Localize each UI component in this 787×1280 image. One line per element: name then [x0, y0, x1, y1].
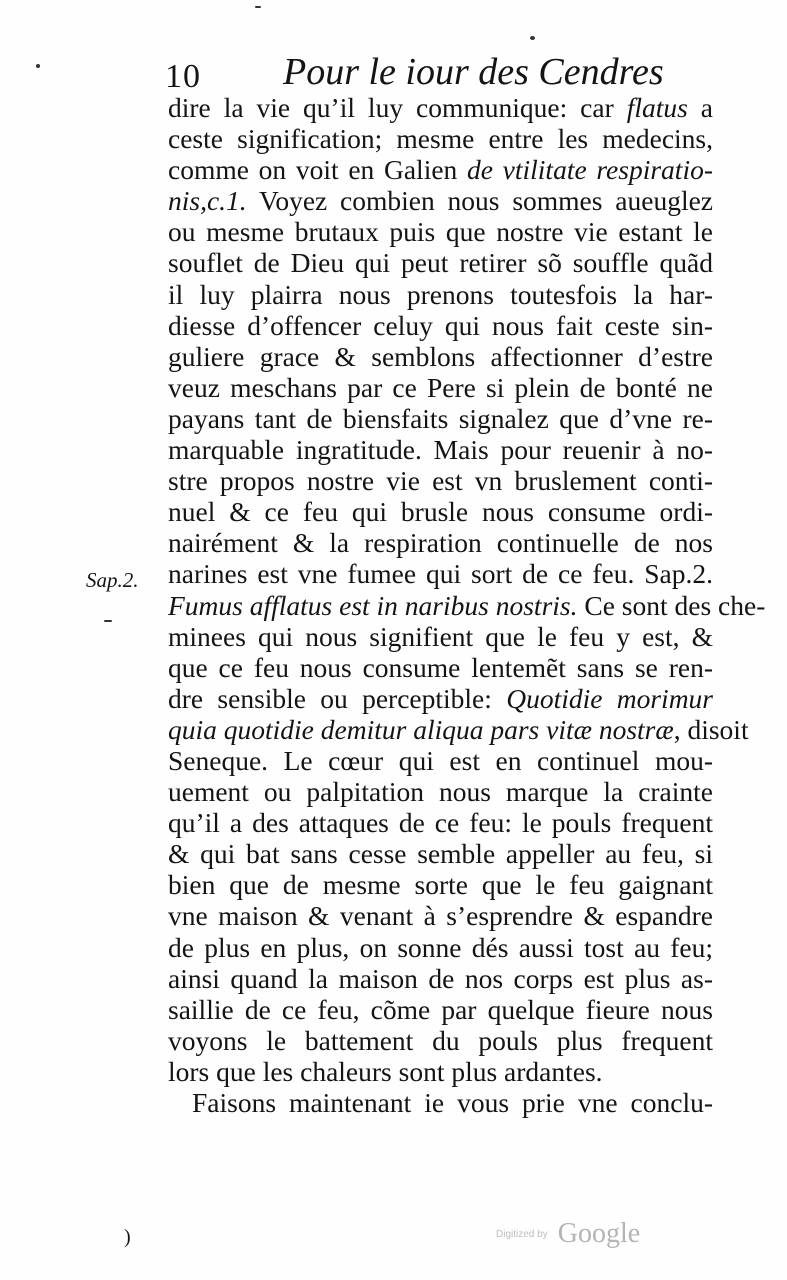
text-line [168, 279, 713, 310]
text-line [168, 1087, 713, 1118]
text-segment: dire la vie qu’il luy communique: car [168, 92, 627, 123]
latin-quote: de vtilitate respiratio- [467, 154, 713, 186]
body-text [168, 92, 766, 1118]
text-segment: , disoit [673, 713, 749, 745]
text-segment: uement ou palpitation nous marque la crainte [168, 776, 713, 808]
text-segment: dre sensible ou perceptible: [168, 682, 507, 714]
text-line [168, 869, 713, 900]
text-segment: guliere grace & semblons affectionner d’estre [168, 340, 713, 372]
text-line [168, 900, 713, 931]
text-line [168, 465, 713, 496]
ink-speck [36, 64, 40, 68]
text-segment: ainsi quand la maison de nos corps est plus as- [168, 962, 713, 994]
text-segment: stre propos nostre vie est vn bruslement conti- [168, 465, 713, 497]
text-line [168, 558, 713, 589]
latin-quote: Quotidie morimur [506, 682, 713, 714]
text-segment: marquable ingratitude. Mais pour reuenir à no- [168, 434, 713, 466]
text-segment: veuz meschans par ce Pere si plein de bonté ne [168, 371, 713, 403]
text-segment: narines est vne fumee qui sort de ce feu. Sap.2. [168, 558, 713, 590]
watermark-prefix: Digitized by [496, 1228, 548, 1240]
text-segment: & qui bat sans cesse semble appeller au feu, si [168, 838, 713, 870]
text-line [168, 838, 713, 869]
text-segment: Ce sont des che- [577, 589, 766, 621]
text-line [168, 92, 713, 123]
text-line [168, 527, 713, 558]
text-line [168, 1056, 713, 1087]
running-title: Pour le iour des Cendres [283, 51, 664, 93]
text-segment: diesse d’offencer celuy qui nous fait ceste sin- [168, 309, 713, 341]
text-line [168, 776, 713, 807]
text-line [168, 403, 713, 434]
text-line [168, 807, 713, 838]
text-segment: saillie de ce feu, cõme par quelque fieure nous [168, 993, 713, 1025]
ink-speck [104, 620, 112, 622]
text-line [168, 932, 713, 963]
text-line [168, 621, 713, 652]
text-segment: souflet de Dieu qui peut retirer sõ souffle quãd [168, 247, 713, 279]
text-line [168, 589, 766, 621]
text-line [168, 216, 713, 247]
text-line [168, 154, 713, 185]
text-line [168, 341, 713, 372]
text-line [168, 683, 713, 714]
margin-note: Sap.2. [86, 568, 139, 592]
text-line [168, 434, 713, 465]
text-line [168, 1025, 713, 1056]
text-line [168, 247, 713, 278]
text-segment: Voyez combien nous sommes aueuglez [246, 185, 713, 217]
text-segment: vne maison & venant à s’esprendre & espandre [168, 900, 713, 932]
text-segment: que ce feu nous consume lentemẽt sans se ren- [168, 651, 713, 683]
text-line [168, 713, 749, 745]
text-segment: Seneque. Le cœur qui est en continuel mou- [168, 744, 713, 776]
latin-quote: quia quotidie demitur aliqua pars vitæ nostræ [168, 713, 674, 745]
text-segment: de plus en plus, on sonne dés aussi tost au feu; [168, 931, 713, 963]
text-segment: lors que les chaleurs sont plus ardantes. [168, 1055, 603, 1087]
page-number: 10 [165, 58, 201, 95]
text-line [168, 994, 713, 1025]
text-segment: il luy plairra nous prenons toutesfois la har- [168, 278, 713, 310]
text-line [168, 123, 713, 154]
latin-quote: flatus [626, 92, 688, 123]
text-segment: qu’il a des attaques de ce feu: le pouls frequent [168, 807, 713, 839]
ink-speck [255, 6, 261, 8]
ink-speck [530, 36, 535, 40]
text-segment: minees qui nous signifient que le feu y est, & [168, 620, 713, 652]
text-line [168, 185, 713, 216]
text-segment: Faisons maintenant ie vous prie vne conclu- [192, 1087, 713, 1118]
text-line [168, 372, 713, 403]
latin-quote: nis,c.1. [168, 185, 247, 217]
bottom-mark: ) [124, 1226, 131, 1248]
text-segment: bien que de mesme sorte que le feu gaignant [168, 869, 713, 901]
text-line [168, 496, 713, 527]
text-segment: nairément & la respiration continuelle de nos [168, 527, 713, 559]
text-segment: comme on voit en Galien [168, 154, 467, 186]
text-segment: a [687, 92, 713, 123]
text-segment: ceste signification; mesme entre les medecins, [168, 123, 713, 155]
text-line [168, 652, 713, 683]
text-line [168, 745, 713, 776]
text-segment: ou mesme brutaux puis que nostre vie estant le [168, 216, 713, 248]
text-line [168, 310, 713, 341]
digitization-watermark [496, 1218, 640, 1250]
watermark-logo: Google [557, 1218, 641, 1249]
text-segment: nuel & ce feu qui brusle nous consume ordi- [168, 496, 713, 528]
text-segment: payans tant de biensfaits signalez que d’vne re- [168, 402, 713, 434]
text-line [168, 963, 713, 994]
text-segment: voyons le battement du pouls plus frequent [168, 1024, 713, 1056]
latin-quote: Fumus afflatus est in naribus nostris. [168, 589, 578, 621]
page-header [165, 50, 664, 96]
